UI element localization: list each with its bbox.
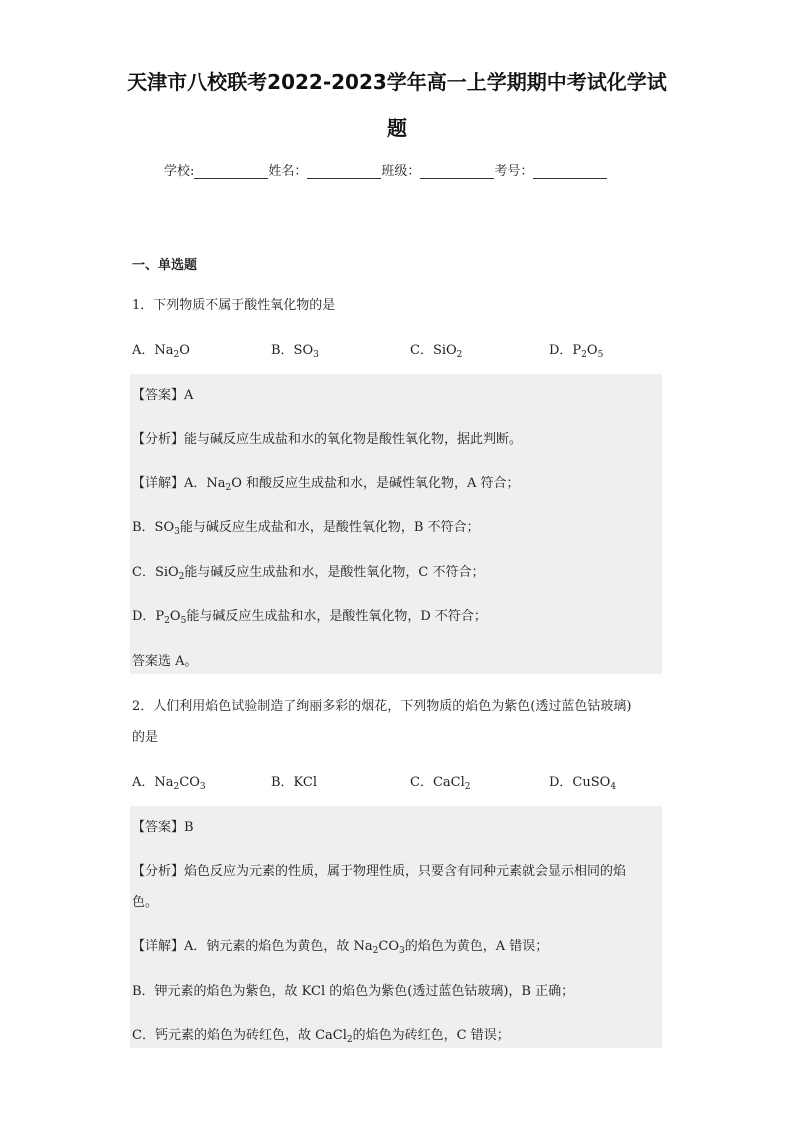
q2-detail-a: 【详解】A．钠元素的焰色为黄色，故 $Na_2CO_3$的焰色为黄色，A 错误； <box>132 939 549 956</box>
q2-option-a: A．$Na_2CO_3$ <box>132 775 206 792</box>
q1-analysis: 【分析】能与碱反应生成盐和水的氧化物是酸性氧化物，据此判断。 <box>132 432 523 447</box>
q1-option-c: C．SiO$_2$ <box>410 343 463 360</box>
school-blank <box>194 164 268 179</box>
page-title-continued: 题 <box>387 116 407 140</box>
name-label: 姓名： <box>268 164 308 179</box>
q2-analysis: 【分析】焰色反应为元素的性质，属于物理性质，只要含有同种元素就会显示相同的焰 <box>132 864 627 879</box>
class-blank <box>420 164 494 179</box>
q1-detail-d: D．$P_2O_5$能与碱反应生成盐和水，是酸性氧化物，D 不符合； <box>132 609 487 626</box>
q2-detail-c: C．钙元素的焰色为砖红色，故 CaCl$_2$的焰色为砖红色，C 错误； <box>132 1028 510 1045</box>
q1-detail-b: B．$SO_3$能与碱反应生成盐和水，是酸性氧化物，B 不符合； <box>132 520 480 537</box>
q2-analysis-continued: 色。 <box>132 895 159 910</box>
q2-option-d: D．CuSO$_4$ <box>549 775 617 792</box>
q2-option-c: C．CaCl$_2$ <box>410 775 471 792</box>
q1-answer: 【答案】A <box>132 388 194 403</box>
q2-answer: 【答案】B <box>132 820 194 835</box>
q1-stem: 1．下列物质不属于酸性氧化物的是 <box>132 298 336 313</box>
school-label: 学校: <box>164 164 195 179</box>
q1-option-d: D．$P_2O_5$ <box>549 343 604 360</box>
q2-detail-b: B．钾元素的焰色为紫色，故 KCl 的焰色为紫色(透过蓝色钴玻璃)，B 正确； <box>132 984 575 999</box>
q1-detail-c: C．SiO$_2$能与碱反应生成盐和水，是酸性氧化物，C 不符合； <box>132 565 485 582</box>
student-info-line <box>164 160 607 179</box>
q2-option-b: B．KCl <box>271 775 318 790</box>
class-label: 班级： <box>381 164 421 179</box>
q1-option-b: B．$SO_3$ <box>271 343 319 360</box>
q2-stem-continued: 的是 <box>132 730 159 745</box>
exam-no-label: 考号： <box>494 164 534 179</box>
q2-stem: 2．人们利用焰色试验制造了绚丽多彩的烟花，下列物质的焰色为紫色(透过蓝色钴玻璃) <box>132 699 632 714</box>
q1-detail-a: 【详解】A．$Na_2O$ 和酸反应生成盐和水，是碱性氧化物，A 符合； <box>132 476 520 493</box>
page-title: 天津市八校联考2022-2023学年高一上学期期中考试化学试 <box>127 70 667 94</box>
name-blank <box>307 164 381 179</box>
q2-solution-box <box>130 806 662 1048</box>
q1-conclusion: 答案选 A。 <box>132 654 198 669</box>
section-heading: 一、单选题 <box>132 258 198 273</box>
q1-option-a: A．$Na_2O$ <box>132 343 190 360</box>
exam-no-blank <box>533 164 607 179</box>
